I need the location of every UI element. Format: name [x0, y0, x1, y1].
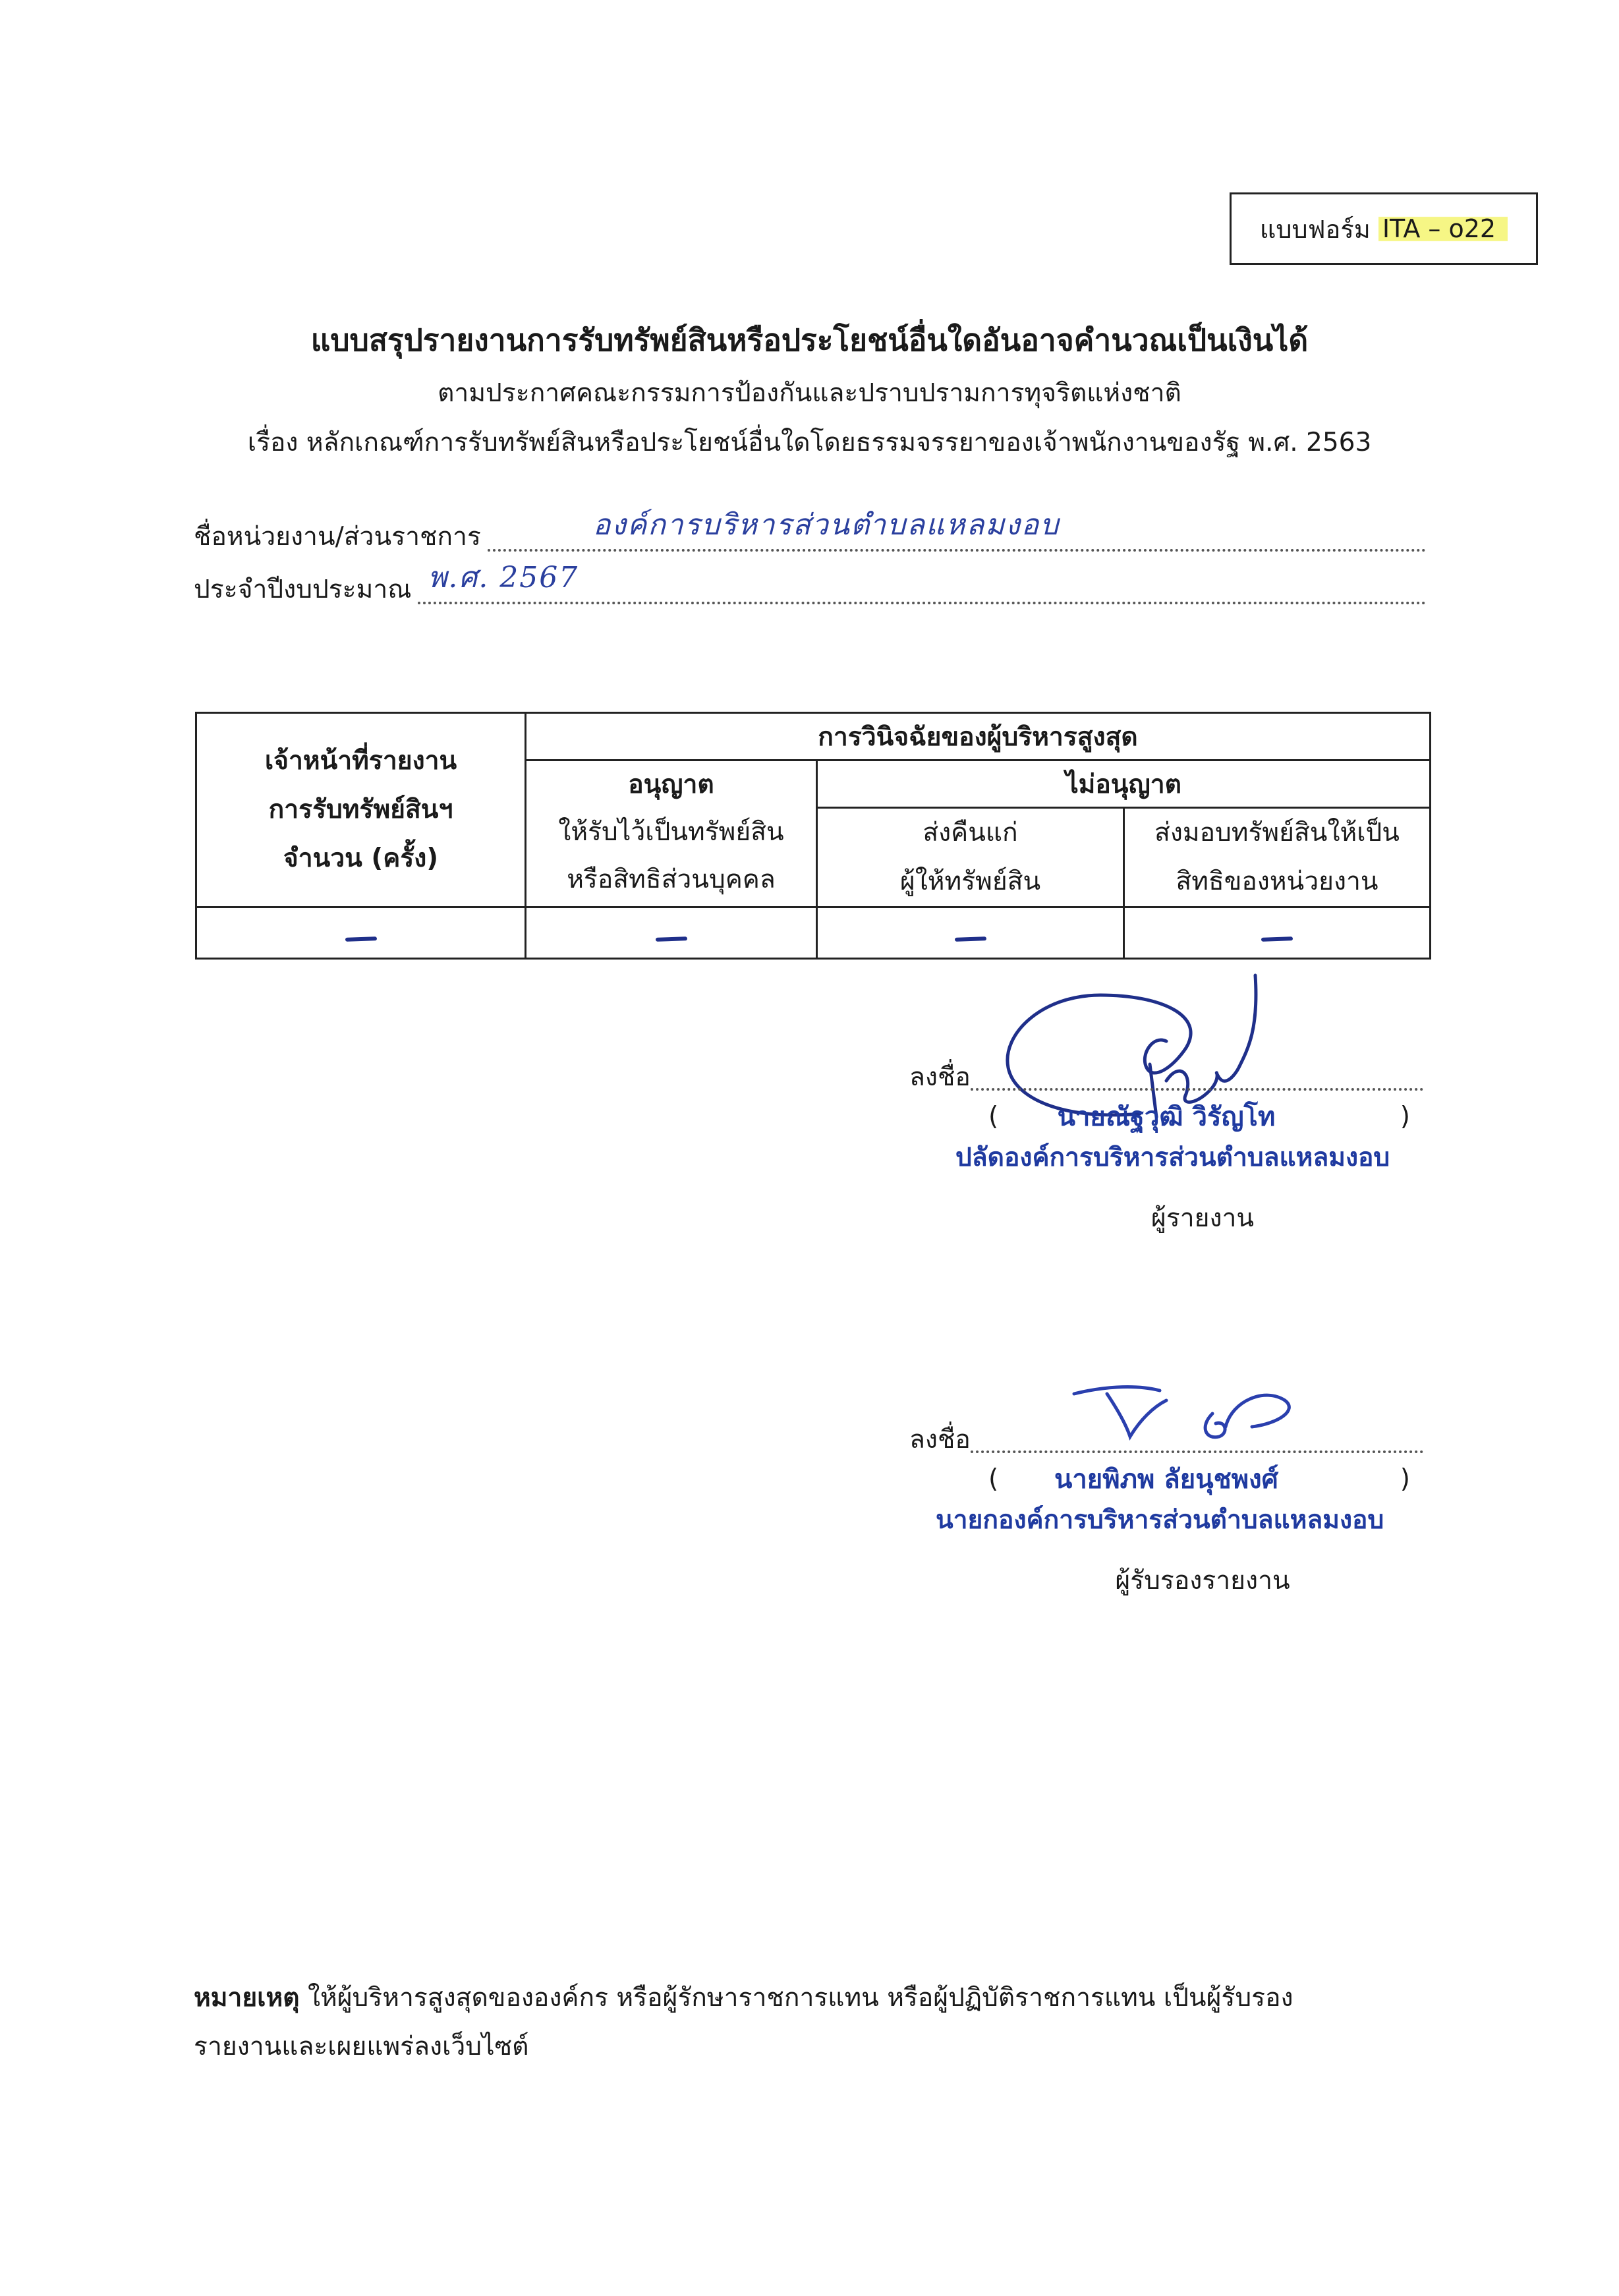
deny-return-header: ส่งคืนแก่ ผู้ให้ทรัพย์สิน [817, 808, 1124, 907]
deny-transfer-cell [1124, 907, 1431, 959]
document-title: แบบสรุปรายงานการรับทรัพย์สินหรือประโยชน์อื่นใดอันอาจคำนวณเป็นเงินได้ [310, 322, 1309, 358]
document-subtitle-subject: เรื่อง หลักเกณฑ์การรับทรัพย์สินหรือประโยชน์อื่นใดโดยธรรมจรรยาของเจ้าพนักงานของรัฐ พ.ศ. 2563 [247, 428, 1372, 457]
approve-cell [526, 907, 817, 959]
approve-header: อนุญาต [628, 770, 714, 799]
signer-role: ผู้รายงาน [1150, 1203, 1255, 1233]
sign-line [909, 1420, 1423, 1460]
year-dotted-line [418, 561, 1426, 604]
note-label: หมายเหตุ [194, 1983, 300, 2013]
deny-return-cell [817, 907, 1124, 959]
year-field [194, 561, 1426, 610]
summary-table [195, 712, 1431, 960]
sign-dotted-line [971, 1427, 1423, 1453]
signer-position-stamp: ปลัดองค์การบริหารส่วนตำบลแหลมงอบ [955, 1143, 1390, 1172]
year-label: ประจำปีงบประมาณ [194, 575, 412, 604]
signer-position-stamp: นายกองค์การบริหารส่วนตำบลแหลมงอบ [936, 1505, 1384, 1535]
sign-dotted-line [971, 1064, 1423, 1091]
deny-header: ไม่อนุญาต [817, 761, 1431, 808]
agency-dotted-line [488, 508, 1426, 552]
approve-header-cell [526, 761, 817, 907]
signature-block-reporter [909, 1058, 1423, 1238]
signer-name-line: ( นายพิภพ ลัยนุชพงศ์ ) [988, 1464, 1410, 1495]
year-value-handwritten: พ.ศ. 2567 [428, 561, 579, 594]
dash-mark [655, 936, 687, 942]
agency-label: ชื่อหน่วยงาน/ส่วนราชการ [194, 522, 481, 552]
sign-line [909, 1058, 1423, 1097]
form-code-box [1230, 192, 1538, 265]
signer-name-line: ( นายณัฐวุฒิ วิรัญโท ) [988, 1102, 1410, 1132]
reporter-count-header: เจ้าหน้าที่รายงาน การรับทรัพย์สินฯ จำนวน (ครั้ง) [196, 713, 526, 907]
signature-block-certifier [909, 1420, 1423, 1601]
approve-sub-line2: หรือสิทธิส่วนบุคคล [567, 865, 776, 894]
sign-label: ลงชื่อ [909, 1425, 971, 1454]
note-text: ให้ผู้บริหารสูงสุดขององค์กร หรือผู้รักษาราชการแทน หรือผู้ปฏิบัติราชการแทน เป็นผู้รับรอง [307, 1983, 1293, 2013]
document-subtitle-announcement: ตามประกาศคณะกรรมการป้องกันและปราบปรามการทุจริตแห่งชาติ [438, 378, 1181, 408]
form-code: ITA – o22 [1378, 214, 1508, 243]
footnote [194, 1974, 1446, 2071]
dash-mark [345, 936, 376, 942]
count-cell [196, 907, 526, 959]
agency-field [194, 508, 1426, 557]
table-row [196, 907, 1431, 959]
form-code-prefix: แบบฟอร์ม [1259, 214, 1371, 244]
signer-name-stamp: นายพิภพ ลัยนุชพงศ์ [1054, 1464, 1278, 1495]
approve-sub-line1: ให้รับไว้เป็นทรัพย์สิน [558, 817, 784, 847]
dash-mark [1261, 936, 1293, 942]
signer-name-stamp: นายณัฐวุฒิ วิรัญโท [1057, 1102, 1276, 1132]
dash-mark [954, 936, 986, 942]
agency-value-handwritten: องค์การบริหารส่วนตำบลแหลมงอบ [592, 508, 1060, 542]
sign-label: ลงชื่อ [909, 1062, 971, 1092]
deny-transfer-header: ส่งมอบทรัพย์สินให้เป็น สิทธิของหน่วยงาน [1124, 808, 1431, 907]
signer-role: ผู้รับรองรายงาน [1115, 1566, 1290, 1595]
decision-header: การวินิจฉัยของผู้บริหารสูงสุด [526, 713, 1431, 761]
note-text-continued: รายงานและเผยแพร่ลงเว็บไซต์ [194, 2032, 529, 2061]
